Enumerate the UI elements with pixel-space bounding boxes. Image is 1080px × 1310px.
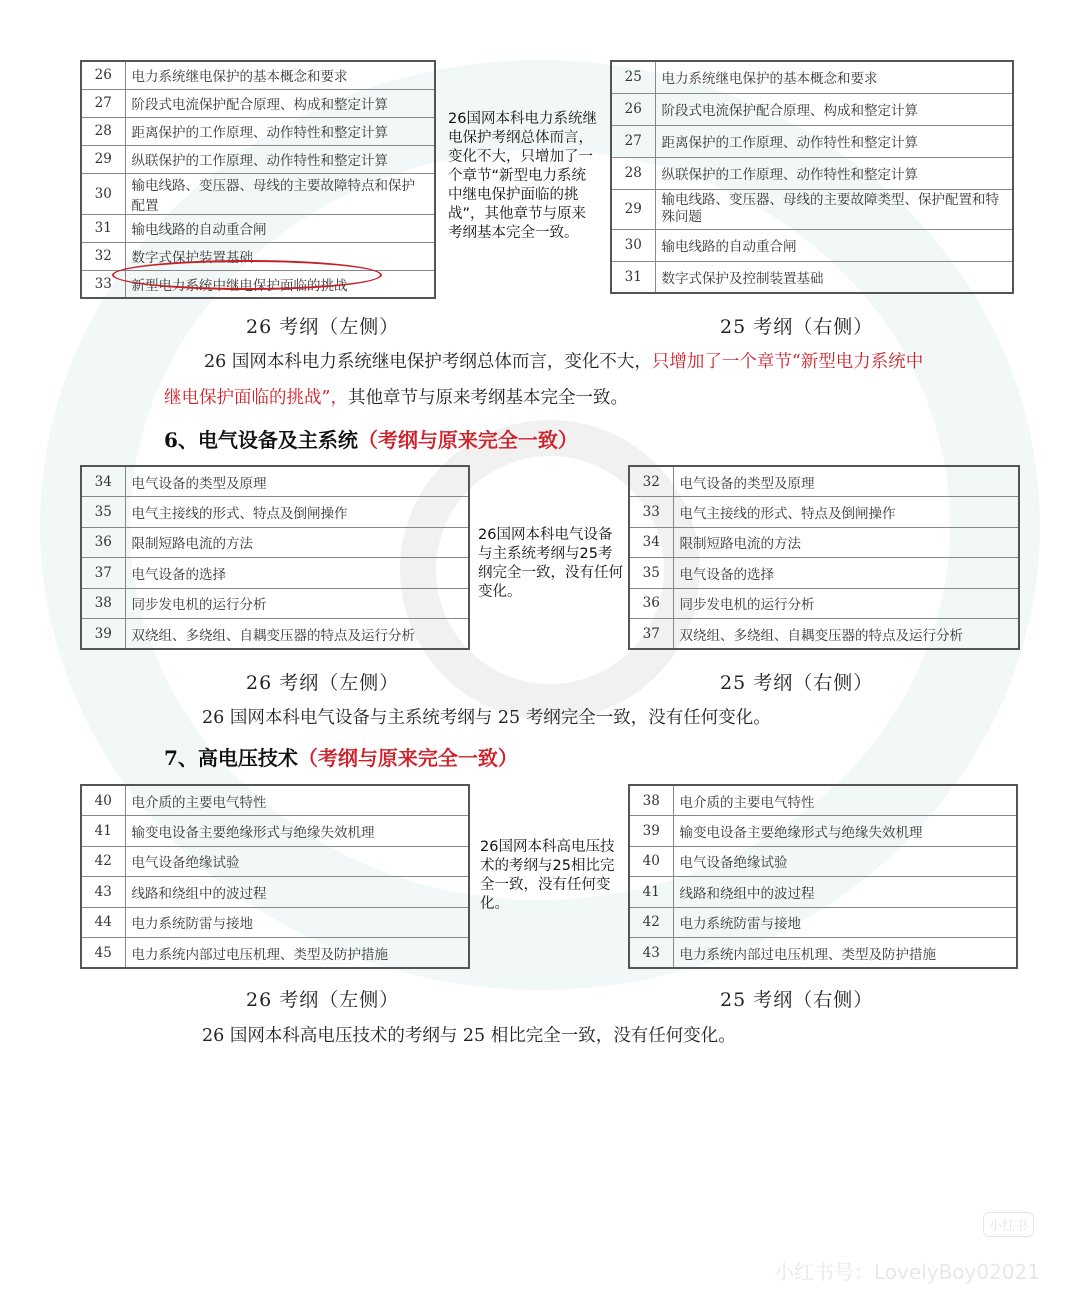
- table-row: [629, 466, 1019, 497]
- chapter-number: 40: [629, 846, 673, 877]
- chapter-title: 数字式保护装置基础: [125, 242, 435, 270]
- outline-table-25-relay: [610, 60, 1014, 294]
- chapter-number: 29: [611, 189, 655, 229]
- chapter-title: 距离保护的工作原理、动作特性和整定计算: [125, 117, 435, 145]
- table-row: [81, 145, 435, 173]
- table-row: [629, 938, 1017, 969]
- table-row: [611, 189, 1013, 229]
- table-row: [81, 938, 469, 969]
- chapter-title: 线路和绕组中的波过程: [673, 877, 1017, 908]
- paragraph-equipment: 26 国网本科电气设备与主系统考纲与 25 考纲完全一致，没有任何变化。: [202, 708, 771, 728]
- outline-table-25-high-voltage: [628, 784, 1018, 969]
- table-row: [629, 907, 1017, 938]
- note-high-voltage: 26国网本科高电压技术的考纲与25相比完全一致，没有任何变化。: [480, 839, 615, 912]
- chapter-number: 36: [629, 588, 673, 619]
- chapter-title: 阶段式电流保护配合原理、构成和整定计算: [655, 93, 1013, 125]
- chapter-title: 电气设备的选择: [673, 558, 1019, 589]
- table-row: [81, 619, 469, 650]
- table-row: [629, 588, 1019, 619]
- chapter-number: 41: [81, 816, 125, 847]
- chapter-number: 43: [81, 877, 125, 908]
- xiaohongshu-id-watermark: 小红书号：LovelyBoy02021: [774, 1260, 1040, 1284]
- chapter-number: 27: [81, 89, 125, 117]
- outline-table-26-high-voltage: [80, 784, 470, 969]
- note-equipment: 26国网本科电气设备与主系统考纲与25考纲完全一致，没有任何变化。: [478, 527, 623, 600]
- chapter-title: 电气设备的选择: [125, 558, 469, 589]
- chapter-title: 限制短路电流的方法: [673, 527, 1019, 558]
- table-row: [629, 527, 1019, 558]
- chapter-number: 33: [629, 497, 673, 528]
- table-row: [629, 497, 1019, 528]
- chapter-number: 39: [629, 816, 673, 847]
- chapter-title: 电力系统防雷与接地: [673, 907, 1017, 938]
- chapter-number: 30: [611, 229, 655, 261]
- chapter-title: 电力系统防雷与接地: [125, 907, 469, 938]
- table-row: [81, 558, 469, 589]
- caption-right-6: 25 考纲（右侧）: [720, 672, 874, 694]
- table-row: [629, 846, 1017, 877]
- chapter-title: 输变电设备主要绝缘形式与绝缘失效机理: [125, 816, 469, 847]
- chapter-number: 27: [611, 125, 655, 157]
- chapter-number: 44: [81, 907, 125, 938]
- chapter-title: 同步发电机的运行分析: [673, 588, 1019, 619]
- chapter-title: 电气主接线的形式、特点及倒闸操作: [673, 497, 1019, 528]
- chapter-title: 数字式保护及控制装置基础: [655, 261, 1013, 293]
- chapter-number: 40: [81, 785, 125, 816]
- table-row: [629, 816, 1017, 847]
- chapter-number: 33: [81, 270, 125, 298]
- chapter-number: 26: [611, 93, 655, 125]
- table-row: [611, 229, 1013, 261]
- chapter-title: 电气设备的类型及原理: [673, 466, 1019, 497]
- chapter-title: 限制短路电流的方法: [125, 527, 469, 558]
- caption-left-5: 26 考纲（左侧）: [246, 316, 400, 338]
- chapter-number: 30: [81, 173, 125, 214]
- table-row: [81, 173, 435, 214]
- chapter-title: 新型电力系统中继电保护面临的挑战: [125, 270, 435, 298]
- chapter-title: 输电线路的自动重合闸: [655, 229, 1013, 261]
- chapter-title: 阶段式电流保护配合原理、构成和整定计算: [125, 89, 435, 117]
- chapter-number: 25: [611, 61, 655, 93]
- outline-table-26-equipment: [80, 465, 470, 650]
- chapter-number: 36: [81, 527, 125, 558]
- chapter-title: 电气设备的类型及原理: [125, 466, 469, 497]
- caption-left-6: 26 考纲（左侧）: [246, 672, 400, 694]
- chapter-number: 37: [81, 558, 125, 589]
- table-row: [81, 466, 469, 497]
- table-row: [81, 785, 469, 816]
- chapter-title: 同步发电机的运行分析: [125, 588, 469, 619]
- chapter-number: 31: [81, 214, 125, 242]
- table-row: [81, 497, 469, 528]
- table-row: [81, 89, 435, 117]
- chapter-number: 42: [629, 907, 673, 938]
- chapter-title: 输变电设备主要绝缘形式与绝缘失效机理: [673, 816, 1017, 847]
- chapter-title: 电气设备绝缘试验: [673, 846, 1017, 877]
- chapter-title: 纵联保护的工作原理、动作特性和整定计算: [655, 157, 1013, 189]
- table-row: [611, 157, 1013, 189]
- chapter-title: 电介质的主要电气特性: [125, 785, 469, 816]
- table-row: [81, 816, 469, 847]
- chapter-number: 37: [629, 619, 673, 650]
- chapter-title: 输电线路、变压器、母线的主要故障特点和保护配置: [125, 173, 435, 214]
- table-row: [81, 527, 469, 558]
- table-row: [611, 125, 1013, 157]
- chapter-title: 电介质的主要电气特性: [673, 785, 1017, 816]
- chapter-number: 42: [81, 846, 125, 877]
- chapter-number: 34: [81, 466, 125, 497]
- table-row: [81, 588, 469, 619]
- chapter-title: 电力系统继电保护的基本概念和要求: [655, 61, 1013, 93]
- chapter-title: 电力系统内部过电压机理、类型及防护措施: [125, 938, 469, 969]
- chapter-title: 双绕组、多绕组、自耦变压器的特点及运行分析: [673, 619, 1019, 650]
- caption-right-7: 25 考纲（右侧）: [720, 989, 874, 1011]
- chapter-title: 双绕组、多绕组、自耦变压器的特点及运行分析: [125, 619, 469, 650]
- chapter-number: 38: [629, 785, 673, 816]
- heading-section-6: 6、电气设备及主系统（考纲与原来完全一致）: [164, 428, 578, 452]
- chapter-title: 线路和绕组中的波过程: [125, 877, 469, 908]
- paragraph-high-voltage: 26 国网本科高电压技术的考纲与 25 相比完全一致，没有任何变化。: [202, 1026, 736, 1046]
- paragraph-relay: 26 国网本科电力系统继电保护考纲总体而言，变化不大，只增加了一个章节“新型电力系统中继电保护面临的挑战”，其他章节与原来考纲基本完全一致。: [164, 352, 924, 408]
- table-row: [611, 261, 1013, 293]
- chapter-number: 38: [81, 588, 125, 619]
- chapter-number: 29: [81, 145, 125, 173]
- table-row: [611, 93, 1013, 125]
- chapter-number: 35: [629, 558, 673, 589]
- chapter-number: 35: [81, 497, 125, 528]
- table-row: [629, 619, 1019, 650]
- caption-left-7: 26 考纲（左侧）: [246, 989, 400, 1011]
- xiaohongshu-logo-watermark: 小红书: [983, 1212, 1034, 1237]
- chapter-number: 28: [81, 117, 125, 145]
- chapter-number: 26: [81, 61, 125, 89]
- table-row: [629, 877, 1017, 908]
- table-row: [81, 117, 435, 145]
- heading-section-7: 7、高电压技术（考纲与原来完全一致）: [164, 746, 518, 770]
- table-row: [611, 61, 1013, 93]
- chapter-number: 41: [629, 877, 673, 908]
- table-row: [81, 846, 469, 877]
- outline-table-25-equipment: [628, 465, 1020, 650]
- chapter-title: 电气主接线的形式、特点及倒闸操作: [125, 497, 469, 528]
- table-row: [629, 558, 1019, 589]
- chapter-number: 45: [81, 938, 125, 969]
- chapter-title: 距离保护的工作原理、动作特性和整定计算: [655, 125, 1013, 157]
- chapter-number: 32: [81, 242, 125, 270]
- table-row: [81, 907, 469, 938]
- chapter-number: 28: [611, 157, 655, 189]
- chapter-number: 32: [629, 466, 673, 497]
- note-relay: 26国网本科电力系统继电保护考纲总体而言，变化不大，只增加了一个章节“新型电力系统中继电保护面临的挑战”，其他章节与原来考纲基本完全一致。: [448, 111, 597, 241]
- highlight-ellipse: [112, 260, 382, 290]
- table-row: [81, 214, 435, 242]
- chapter-title: 纵联保护的工作原理、动作特性和整定计算: [125, 145, 435, 173]
- chapter-title: 输电线路的自动重合闸: [125, 214, 435, 242]
- chapter-number: 34: [629, 527, 673, 558]
- chapter-title: 电力系统内部过电压机理、类型及防护措施: [673, 938, 1017, 969]
- chapter-number: 31: [611, 261, 655, 293]
- table-row: [81, 61, 435, 89]
- table-row: [629, 785, 1017, 816]
- chapter-number: 39: [81, 619, 125, 650]
- caption-right-5: 25 考纲（右侧）: [720, 316, 874, 338]
- chapter-title: 电力系统继电保护的基本概念和要求: [125, 61, 435, 89]
- chapter-title: 输电线路、变压器、母线的主要故障类型、保护配置和特殊问题: [655, 189, 1013, 229]
- chapter-title: 电气设备绝缘试验: [125, 846, 469, 877]
- chapter-number: 43: [629, 938, 673, 969]
- table-row: [81, 877, 469, 908]
